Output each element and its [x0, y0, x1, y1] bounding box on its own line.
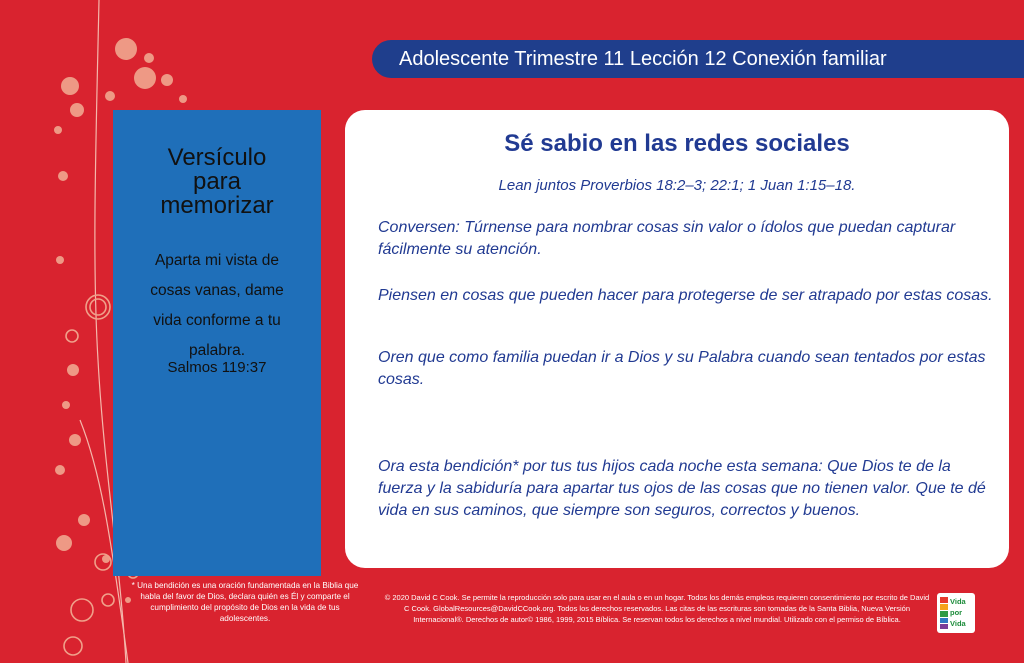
family-activity-card [345, 110, 1009, 568]
copyright-notice: © 2020 David C Cook. Se permite la reproducción solo para usar en el aula o en un hogar. Todos los demás empleos requieren consentimiento por escrito de David C Cook. GlobalResources@DavidCCook.org. Todos los derechos reservados. Las citas de las escrituras son tomadas de la Santa Biblia, Nueva Versión Internacional®. Derechos de autor© 1986, 1999, 2015 Bíblica. Se reservan todos los derechos a nivel mundial. Utilizado con el permiso de Bíblica. [384, 593, 930, 624]
lesson-header-title: Adolescente Trimestre 11 Lección 12 Conexión familiar [399, 48, 887, 70]
memory-verse-line: Aparta mi vista de [154, 252, 280, 269]
logo-text [950, 596, 966, 629]
memory-verse-heading [113, 146, 321, 218]
protection-paragraph: Piensen en cosas que pueden hacer para protegerse de ser atrapado por estas cosas. [378, 287, 993, 304]
logo-text-line: por [950, 608, 963, 617]
memory-verse-heading-line: memorizar [160, 192, 274, 219]
prayer-paragraph: Oren que como familia puedan ir a Dios y su Palabra cuando sean tentados por estas cosas. [378, 349, 986, 388]
logo-mark-icon [940, 597, 948, 629]
memory-verse-panel [113, 110, 321, 576]
vida-por-vida-logo [937, 593, 975, 633]
memory-verse-reference: Salmos 119:37 [167, 359, 267, 376]
lesson-header-bar [372, 40, 1024, 78]
logo-text-line: Vida [950, 597, 966, 606]
blessing-footnote: * Una bendición es una oración fundamentada en la Biblia que habla del favor de Dios, declara quién es Él y comparte el cumplimiento del propósito de Dios en la vida de tus adolescentes. [131, 581, 359, 623]
logo-text-line: Vida [950, 619, 966, 628]
blessing-paragraph: Ora esta bendición* por tus tus hijos cada noche esta semana: Que Dios te de la fuerza y la sabiduría para apartar tus ojos de las cosas que no tienen valor. Que te dé vida en sus caminos, que siempre son seguros, correctos y buenos. [378, 458, 986, 519]
memory-verse-heading-line: Versículo [167, 144, 267, 171]
reading-reference: Lean juntos Proverbios 18:2–3; 22:1; 1 Juan 1:15–18. [498, 177, 856, 194]
memory-verse-heading-line: para [192, 168, 242, 195]
activity-title: Sé sabio en las redes sociales [504, 130, 850, 157]
memory-verse-line: vida conforme a tu [153, 312, 281, 329]
memory-verse-text [113, 246, 321, 366]
discussion-paragraph: Conversen: Túrnense para nombrar cosas sin valor o ídolos que puedan capturar fácilmente su atención. [378, 219, 956, 258]
memory-verse-line: palabra. [188, 342, 245, 359]
memory-verse-line: cosas vanas, dame [150, 282, 284, 299]
